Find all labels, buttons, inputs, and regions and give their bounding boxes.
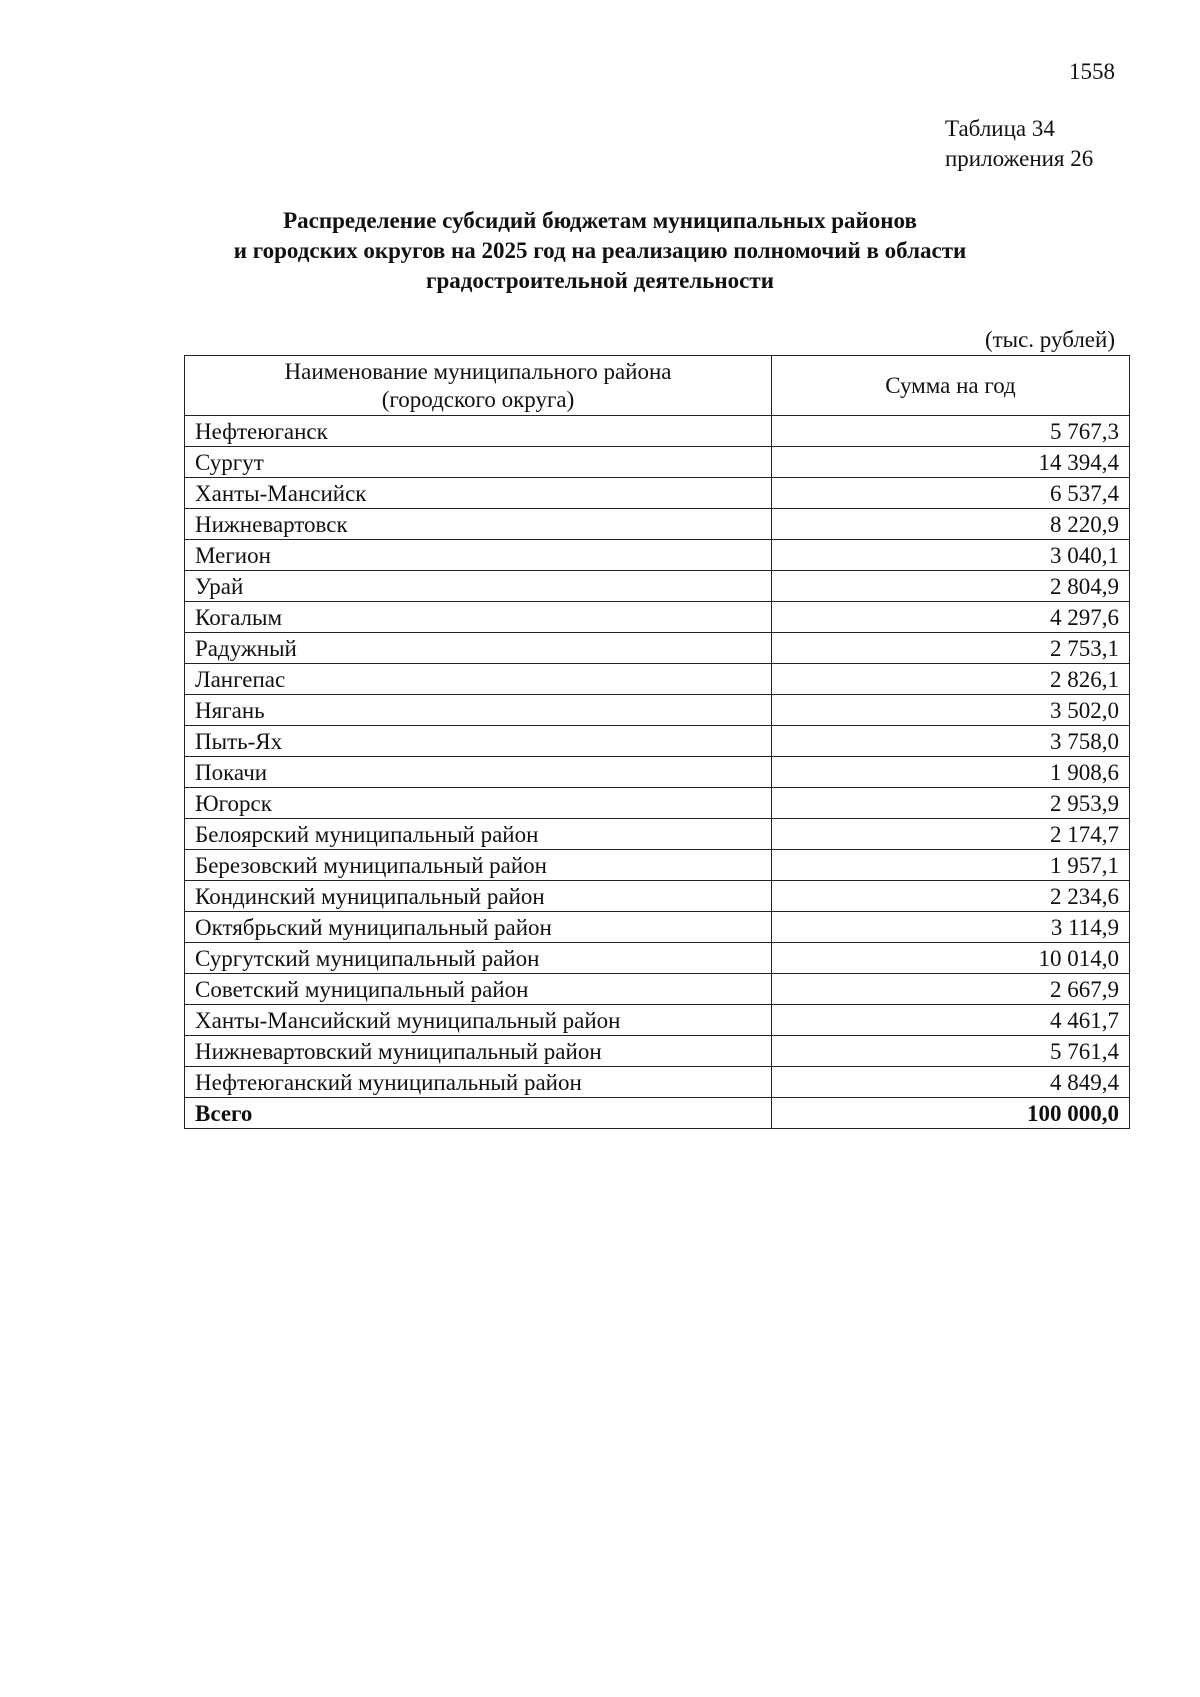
table-row bbox=[185, 540, 1130, 571]
page-number: 1558 bbox=[1069, 59, 1115, 84]
row-name: Белоярский муниципальный район bbox=[185, 819, 772, 850]
table-row bbox=[185, 571, 1130, 602]
total-label: Всего bbox=[185, 1098, 772, 1129]
row-amount: 6 537,4 bbox=[772, 478, 1130, 509]
table-row bbox=[185, 447, 1130, 478]
table-row bbox=[185, 509, 1130, 540]
row-amount: 2 804,9 bbox=[772, 571, 1130, 602]
subsidy-table bbox=[184, 355, 1130, 1129]
table-row bbox=[185, 478, 1130, 509]
row-amount: 2 234,6 bbox=[772, 881, 1130, 912]
table-reference bbox=[945, 114, 1093, 174]
table-ref-line1: Таблица 34 bbox=[945, 116, 1055, 141]
row-name: Ханты-Мансийский муниципальный район bbox=[185, 1005, 772, 1036]
total-row bbox=[185, 1098, 1130, 1129]
table-row bbox=[185, 1005, 1130, 1036]
units-label: (тыс. рублей) bbox=[984, 327, 1115, 352]
row-amount: 8 220,9 bbox=[772, 509, 1130, 540]
row-amount: 3 040,1 bbox=[772, 540, 1130, 571]
table-row bbox=[185, 695, 1130, 726]
row-amount: 3 114,9 bbox=[772, 912, 1130, 943]
row-amount: 2 753,1 bbox=[772, 633, 1130, 664]
row-amount: 4 849,4 bbox=[772, 1067, 1130, 1098]
row-name: Пыть-Ях bbox=[185, 726, 772, 757]
row-amount: 2 953,9 bbox=[772, 788, 1130, 819]
table-row bbox=[185, 1036, 1130, 1067]
row-name: Нефтеюганский муниципальный район bbox=[185, 1067, 772, 1098]
table-row bbox=[185, 757, 1130, 788]
header-name-line2: (городского округа) bbox=[381, 386, 575, 412]
row-name: Покачи bbox=[185, 757, 772, 788]
row-name: Сургут bbox=[185, 447, 772, 478]
table-ref-line2: приложения 26 bbox=[945, 146, 1094, 171]
row-name: Мегион bbox=[185, 540, 772, 571]
row-name: Нижневартовский муниципальный район bbox=[185, 1036, 772, 1067]
title-line2: и городских округов на 2025 год на реализацию полномочий в области bbox=[233, 238, 967, 263]
document-title bbox=[0, 206, 1200, 296]
header-amount: Сумма на год bbox=[772, 356, 1130, 416]
header-name-line1: Наименование муниципального района bbox=[284, 358, 672, 384]
row-amount: 1 957,1 bbox=[772, 850, 1130, 881]
row-name: Нефтеюганск bbox=[185, 416, 772, 447]
row-name: Октябрьский муниципальный район bbox=[185, 912, 772, 943]
row-name: Кондинский муниципальный район bbox=[185, 881, 772, 912]
table-row bbox=[185, 633, 1130, 664]
row-name: Когалым bbox=[185, 602, 772, 633]
row-amount: 5 761,4 bbox=[772, 1036, 1130, 1067]
table-row bbox=[185, 819, 1130, 850]
table-row bbox=[185, 664, 1130, 695]
row-name: Лангепас bbox=[185, 664, 772, 695]
row-name: Ханты-Мансийск bbox=[185, 478, 772, 509]
row-amount: 2 667,9 bbox=[772, 974, 1130, 1005]
row-name: Сургутский муниципальный район bbox=[185, 943, 772, 974]
header-name bbox=[185, 356, 772, 416]
table-row bbox=[185, 1067, 1130, 1098]
title-line1: Распределение субсидий бюджетам муниципальных районов bbox=[283, 208, 917, 233]
row-amount: 2 826,1 bbox=[772, 664, 1130, 695]
table-body bbox=[185, 416, 1130, 1129]
table-row bbox=[185, 974, 1130, 1005]
row-name: Урай bbox=[185, 571, 772, 602]
row-amount: 4 297,6 bbox=[772, 602, 1130, 633]
table-row bbox=[185, 602, 1130, 633]
table-row bbox=[185, 850, 1130, 881]
table-row bbox=[185, 943, 1130, 974]
title-line3: градостроительной деятельности bbox=[426, 268, 774, 293]
row-amount: 1 908,6 bbox=[772, 757, 1130, 788]
table-row bbox=[185, 912, 1130, 943]
row-amount: 4 461,7 bbox=[772, 1005, 1130, 1036]
row-amount: 10 014,0 bbox=[772, 943, 1130, 974]
total-amount: 100 000,0 bbox=[772, 1098, 1130, 1129]
row-name: Нягань bbox=[185, 695, 772, 726]
row-name: Березовский муниципальный район bbox=[185, 850, 772, 881]
table-header-row bbox=[185, 356, 1130, 416]
table-row bbox=[185, 881, 1130, 912]
table-row bbox=[185, 416, 1130, 447]
row-name: Нижневартовск bbox=[185, 509, 772, 540]
row-name: Югорск bbox=[185, 788, 772, 819]
row-amount: 2 174,7 bbox=[772, 819, 1130, 850]
row-amount: 14 394,4 bbox=[772, 447, 1130, 478]
row-name: Советский муниципальный район bbox=[185, 974, 772, 1005]
row-name: Радужный bbox=[185, 633, 772, 664]
row-amount: 3 502,0 bbox=[772, 695, 1130, 726]
table-row bbox=[185, 788, 1130, 819]
row-amount: 3 758,0 bbox=[772, 726, 1130, 757]
table-row bbox=[185, 726, 1130, 757]
row-amount: 5 767,3 bbox=[772, 416, 1130, 447]
